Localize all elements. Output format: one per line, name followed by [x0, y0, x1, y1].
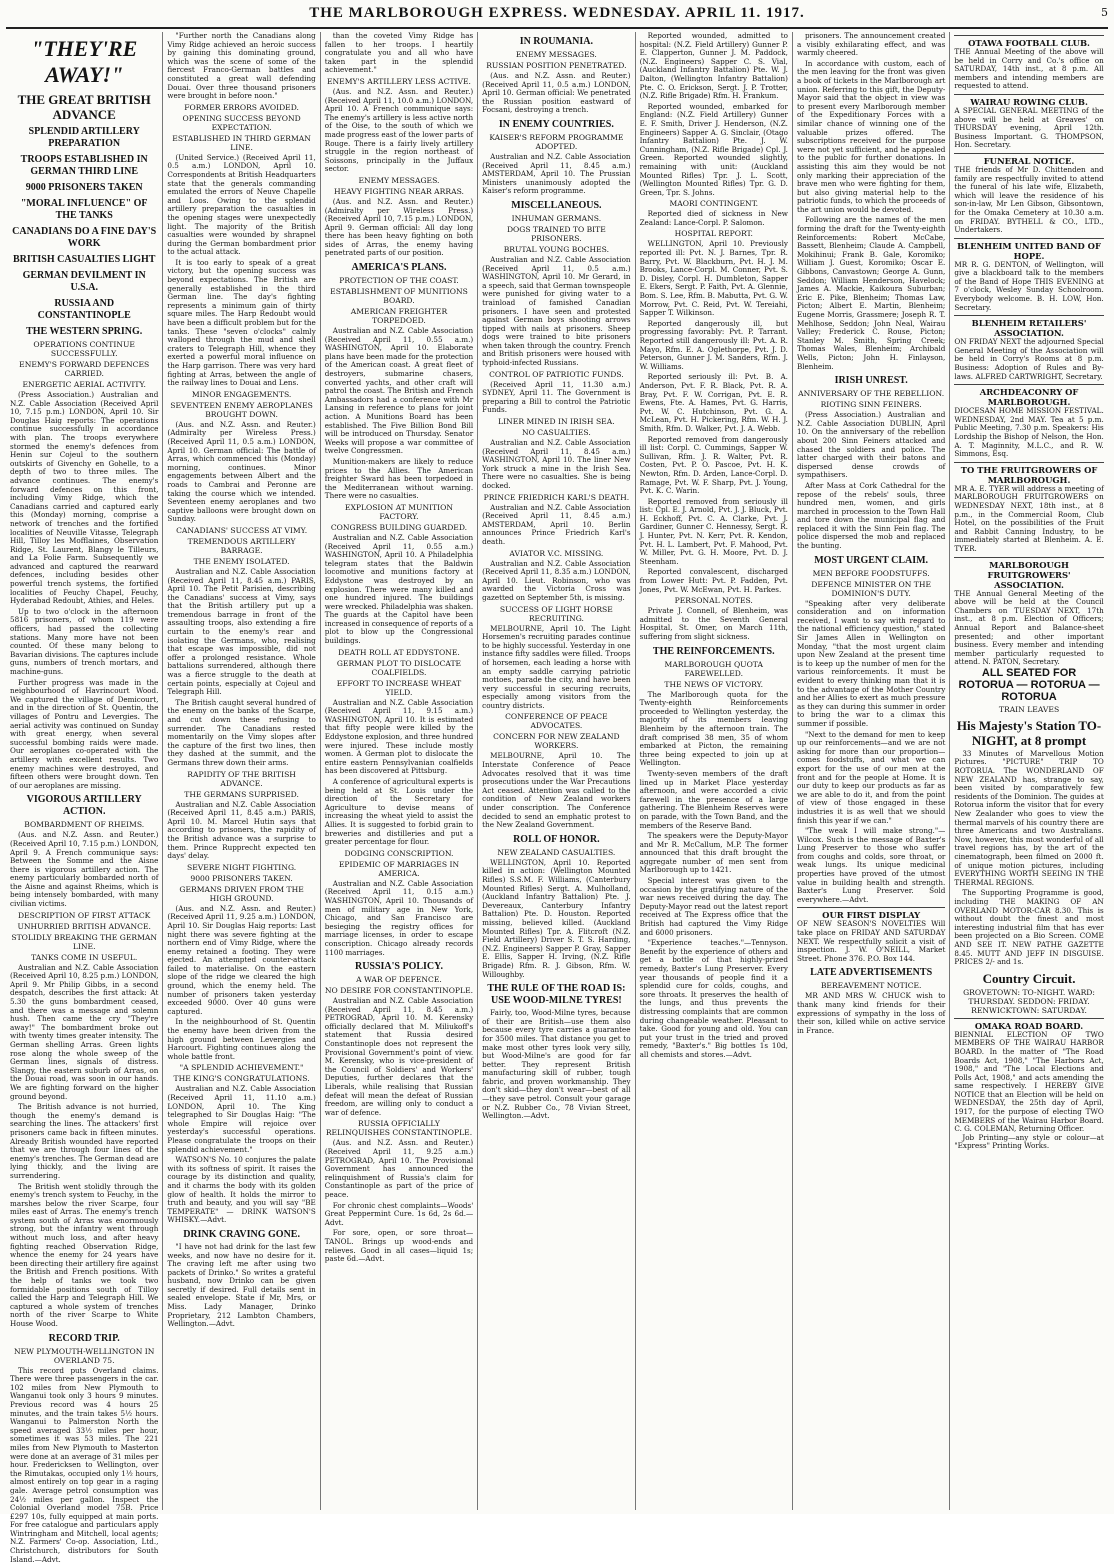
article-paragraph [167, 259, 315, 388]
subheading: KAISER'S REFORM PROGRAMME ADOPTED. [489, 132, 624, 151]
paragraph-text: Australian and N.Z. Cable Association (Received April 11, 0.55 a.m.) WASHINGTON, April 10. Elaborate plans have been made for the protection of the American coast. A great fleet of destroyers, submarine chasers, converted yachts, and other craft will patrol the coast. The British and French Ambassadors had a conference with Mr Lansing in reference to plans for joint action. A Munitions Board has been established. The Five Billion Bond Bill will be introduced on Thursday. Senator Weeks will propose a war committee of twelve Congressmen. [324, 326, 474, 456]
headline: MOST URGENT CLAIM. [814, 554, 929, 566]
subheading: ANNIVERSARY OF THE REBELLION. [798, 389, 945, 399]
advertisement [954, 35, 1103, 91]
headline: TROOPS ESTABLISHED IN GERMAN THIRD LINE [20, 154, 148, 177]
subheading: FORMER ERRORS AVOIDED. [184, 102, 299, 112]
subheading: OPERATIONS CONTINUE SUCCESSFULLY. [33, 340, 135, 358]
paragraph-text: For chronic chest complaints—Woods' Great Peppermint Cure. 1s 6d, 2s 6d.—Advt. [324, 1200, 474, 1227]
article-paragraph [10, 964, 158, 1102]
article-paragraph [797, 731, 945, 826]
article-paragraph [482, 72, 630, 115]
article-paragraph [482, 504, 630, 547]
advertisement-title: OUR FIRST DISPLAY [822, 910, 921, 921]
article-paragraph [640, 607, 788, 641]
article-paragraph [325, 32, 473, 75]
subheading: GERMAN PLOT TO DISLOCATE COALFIELDS. [336, 658, 462, 677]
subheading: RAPIDITY OF THE BRITISH ADVANCE. [187, 769, 296, 788]
paragraph-text: Reported dangerously ill, but progressing favorably: Pvt. P. Tarrant. Reported still dangerously ill: Pvt. A. R. Mayo, Rfm. E. A. Oglethorpe, Pvt. J. D. Peterson, Gunner J. M. Sanders, Rfm. J. W. Williams. [639, 318, 788, 371]
article-paragraph [10, 679, 158, 791]
subheading: BOMBARDMENT OF RHEIMS. [24, 820, 145, 830]
article-paragraph [954, 1134, 1103, 1151]
subheading: HEAVY FIGHTING NEAR ARRAS. [334, 186, 464, 196]
subheading: A WAR OF DEFENCE. [356, 975, 442, 985]
paragraph-text: This record puts Overland claims. There were three passengers in the car. 102 miles from New Plymouth to Wanganui took only 3 hours 9 minutes. Previous record was 4 hours 25 minutes, and the train takes 5½ hours. Wanganui to Palmerston North the speed averaged 33½ miles per hour, sometimes it was 53 miles. The 221 miles from New Plymouth to Masterton were done at an average of 31 miles per hour. Fredericksen to Wellington, over the Rimutakas, occupied only 1½ hours, almost entirely on top gear in a raging gale. Average petrol consumption was 24½ miles per gallon. Inspect the Colonial Overland model 75B. Price £297 10s, fully equipped at main ports. For free catalogue and particulars apply Wintringham and Mitchell, local agents; N.Z. Farmers' Co-op. Association, Ltd., Christchurch, distributors for South Island.—Advt. [10, 1365, 159, 1564]
article-paragraph [797, 482, 945, 551]
subheading: ENEMY MESSAGES. [358, 175, 440, 185]
subheading: RIOTING SINN FEINERS. [820, 400, 922, 410]
paragraph-text: Reported died of sickness in New Zealand: Lance-Corpl. P. Salomon. [639, 209, 788, 227]
advertisement-title: OTAWA FOOTBALL CLUB. [968, 38, 1090, 48]
subheading: NEW PLYMOUTH-WELLINGTON IN OVERLAND 75. [13, 1346, 155, 1365]
article-paragraph [482, 752, 630, 829]
paragraph-text: Reported wounded, embarked for England: (N.Z. Field Artillery) Gunner E. F. Smith, Driver J. Henderson, (N.Z. Engineers) Sapper A. G. Sinclair, (Otago Infantry Battalion) Pte. J. W. Cunningham, (N.Z. Rifle Brigade) Cpl. J. Green. Reported wounded slightly, remaining with unit: (Auckland Mounted Rifles) Tpr. J. L. Scott, (Wellington Mounted Rifles) Tpr. G. D. Green, Tpr. S. Johns. [639, 101, 788, 197]
headline: CANADIANS DO A FINE DAY'S WORK [12, 226, 157, 249]
article-paragraph [797, 827, 945, 904]
article-paragraph [10, 1183, 158, 1329]
article-paragraph [640, 436, 788, 496]
paragraph-text: "Next to the demand for men to keep up our reinforcements—and we are not asking for more than our proportion—comes foodstuffs, and what we can export for the use of our men at the front and for the people at Home. It is our duty to keep our products as far as we are able to do it, and from the point of view of those engaged in these industries it is as well that we should finish this year if we can." [796, 729, 946, 825]
headline: THE RULE OF THE ROAD IS: USE WOOD-MILNE TYRES! [487, 983, 626, 1007]
paragraph-text: "Speaking after very deliberate consideration and on information received, I want to say with regard to the national efficiency question," stated Sir James Allen in Wellington on Monday, "that the most urgent claim upon New Zealand at the present time is to keep up the number of men for the various reinforcements. It must be evident to every thinking man that it is to the advantage of the Mother Country and her Allies to exert as much pressure as they can during this summer in order to bring the war to a climax this summer if possible. [796, 598, 946, 728]
advertisement [954, 557, 1103, 667]
paragraph-text: After Mass at Cork Cathedral for the repose of the rebels' souls, three hundred men, women, and girls marched in procession to the Town Hall and tore down the municipal flag and replaced it with the Sinn Fein flag. The police dispersed the mob and replaced the bunting. [796, 480, 946, 551]
subheading: ESTABLISHED IN THIRD GERMAN LINE. [172, 133, 311, 152]
headline: "THEY'RE AWAY!" [31, 36, 138, 87]
headline: ROLL OF HONOR. [513, 833, 600, 845]
advertisement [954, 384, 1103, 459]
article-paragraph [10, 608, 158, 677]
subheading: EXPLOSION AT MUNITION FACTORY. [344, 502, 454, 521]
article-paragraph [640, 568, 788, 594]
headline: THE REINFORCEMENTS. [652, 645, 775, 657]
column-7 [950, 32, 1107, 1510]
headline: 9000 PRISONERS TAKEN [25, 182, 143, 193]
advertisement [797, 907, 945, 963]
paragraph-text: MELBOURNE, April 10. The Interstate Conference of Peace Advocates resolved that it was time prosecutions under the War Precautions Act ceased. Attention was called to the condition of New Zealand workers under conscription. The Conference decided to send an emphatic protest to the New Zealand Government. [482, 751, 631, 830]
article-paragraph [325, 327, 473, 456]
advertisement-body: OF NEW SEASON'S NOVELTIES Will take place on FRIDAY AND SATURDAY NEXT. We respectfully solicit a visit of inspection. J. W. O'NEILL, Market Street. Phone 376. P.O. Box 144. [796, 919, 946, 963]
advertisement-title: OMAKA ROAD BOARD. [974, 1020, 1084, 1031]
paragraph-text: (Press Association.) Australian and N.Z. Cable Association DUBLIN, April 10. On the anniversary of the rebellion about 200 Sinn Feiners attacked and chased the soldiers and police. The latter charged with their batons and dispersed dense crowds of sympathisers. [796, 410, 946, 480]
subheading: GERMANS DRIVEN FROM THE HIGH GROUND. [179, 884, 304, 903]
advertisement-title: MARLBOROUGH FRUITGROWERS' ASSOCIATION. [987, 559, 1071, 590]
article-paragraph [325, 198, 473, 258]
headline: THE WESTERN SPRING. [26, 326, 143, 337]
article-paragraph [482, 625, 630, 711]
page-number: 5 [1101, 6, 1108, 19]
article-paragraph [797, 992, 945, 1035]
advertisement-body: ON FRIDAY NEXT the adjourned Special General Meeting of the Association will be held in Corry's Rooms at 8 p.m. Business: Adoption of Rules and By-laws. ALFRED CARTWRIGHT, Secretary. [954, 337, 1104, 381]
display-advertisement: ALL SEATED FOR ROTORUA — ROTORUA — ROTORUA [958, 666, 1100, 703]
paragraph-text: (Aus. and N.Z. Assn. and Reuter.) (Received April 11, 10.0 a.m.) LONDON, April 10. A French communique says: The enemy's artillery is less active north of the Oise, to the south of which we made progress east of the lower parts of Rouge. There is a fairly lively artillery struggle in the region northeast of Soissons, principally in the Juffaux sector. [324, 86, 474, 174]
subheading: 9000 PRISONERS TAKEN. [190, 873, 293, 883]
headline: His Majesty's Station TO-NIGHT, at 8 prompt [956, 717, 1102, 748]
article-paragraph [325, 1139, 473, 1199]
subheading: ESTABLISHMENT OF MUNITIONS BOARD. [330, 287, 468, 306]
masthead-rule [6, 27, 1108, 29]
paragraph-text: The British advance is not hurried, though the enemy's demand is searching the lines. The attackers' first prisoners came back in fifteen minutes. Already British wounded have reported that we are through four lines of the enemy's trenches. The German dead are lying thickly, and the living are surrendering. [10, 1102, 159, 1180]
headline: MISCELLANEOUS. [511, 199, 602, 211]
article-paragraph [482, 439, 630, 491]
advertisement-title: FUNERAL NOTICE. [983, 155, 1075, 166]
headline: BRITISH CASUALTIES LIGHT [12, 254, 156, 265]
subheading: ENEMY'S FORWARD DEFENCES CARRIED. [19, 360, 150, 378]
subheading: DESCRIPTION OF FIRST ATTACK [18, 910, 151, 920]
paragraph-text: It is too early to speak of a great victory, but the opening success was beyond expectations. The British are generally established in the third German line. The day's fighting represents a minimum gain of thirty square miles. The Harp Redoubt would have been a difficult problem but for the tanks. These "seven o'clocks" calmly walloped through the mud and shell craters to Telegraph Hill, whence they exerted a powerful moral influence on the Harp garrison. There was very hard fighting at Arras, between the angle of the railway lines to Douai and Lens. [167, 257, 316, 388]
subheading: TRAIN LEAVES [998, 704, 1060, 714]
subheading: DEATH ROLL AT EDDYSTONE. [338, 647, 460, 657]
advertisement [954, 94, 1103, 150]
advertisement [954, 153, 1103, 235]
article-paragraph [167, 801, 315, 861]
paragraph-text: In accordance with custom, each of the men leaving for the front was given a book of tickets in the Marlborough art union. Referring to this gift, the Deputy-Mayor said that the object in view was to present every Marlborough member of the Expeditionary Forces with a similar chance of winning one of the valuable prizes offered. The subscriptions received for the purpose were not yet sufficient, and he appealed to the public for further donations. In assisting this aim they would be not only marking their appreciation of the brave men who were fighting for them, but also giving material help to the patriotic funds, to which the proceeds of the art union would be devoted. [796, 58, 946, 214]
column-2 [163, 32, 320, 1510]
paragraph-text: Australian and N.Z. Cable Association (Received April 11, 0.15 a.m.) WASHINGTON, April 10. Thousands of men of military age in New York, Chicago, and San Francisco are besieging the registry offices for marriage licenses, in order to escape conscription. Chicago already records 1100 marriages. [324, 878, 474, 957]
article-paragraph [482, 1009, 630, 1121]
paragraph-text: "I have not had drink for the last few weeks, and now have no desire for it. The craving left me after using two packets of Drinko." So writes a grateful husband, now Drinko can be given secretly if desired. Full details sent in sealed envelope. State if Mr, Mrs, or Miss. Lady Manager, Drinko Proprietary, 212 Lambton Chambers, Wellington.—Advt. [167, 1241, 316, 1329]
paragraph-text: "The weak I will make strong."—Wilcox. Such is the message of Baxter's Lung Preserver to those who suffer from coughs and colds, sore throat, or weak lungs. Its unique medicinal properties have proved of the utmost value in building health and strength. Baxter's Lung Preserver. Sold everywhere.—Advt. [796, 826, 946, 904]
advertisement-body: BIENNIAL ELECTION OF TWO MEMBERS OF THE WAIRAU HARBOR BOARD. In the matter of "The Road Boards Act, 1908," "The Harbors Act, 1908," and "The Local Elections and Polls Act, 1908," and acts amending the same respectively. I HEREBY GIVE NOTICE that an Election will be held on WEDNESDAY, the 25th day of April, 1917, for the purpose of electing TWO MEMBERS of the Wairau Harbor Board. C. G. COLEMAN, Returning Officer. [954, 1029, 1104, 1134]
paragraph-text: Following are the names of the men forming the draft for the Twenty-eighth Reinforcements: Robert McCabe, Bassett, Blenheim; Claude A. Campbell, Mokihinui; Frank B. Gale, Koromiko; William J. Guest, Koromiko; Oscar E. Gibbons, Canvastown; George A. Gunn, Seddon; William Henderson, Havelock; James A. Mackie, Kaikoura Suburban; Eric E. Pike, Blenheim; Thomas Law, Picton; Albert E. Martin, Blenheim; Eugene Morris, Grassmere; Joseph R. T. Mehlhose, Seddon; John Neal, Wairau Valley; Frederick C. Rouse, Picton; Stanley M. Smith, Spring Creek; Thomas Wales, Blenheim; Archibald Wells, Picton; John H. Finlayson, Blenheim. [796, 215, 946, 371]
masthead [0, 0, 1114, 26]
article-paragraph [640, 498, 788, 567]
paragraph-text: Reported wounded, admitted to hospital: (N.Z. Field Artillery) Gunner P. E. Clapperton, Gunner J. M. Paddock, (N.Z. Engineers) Sapper C. S. Vial, (Auckland Infantry Battalion) Pte. W. J. Dalton, (Wellington Infantry Battalion) Pte. C. O. Erickson, Sergt. J. P. Trotter, (N.Z. Rifle Brigade) Rfm. H. Frankum. [639, 31, 788, 101]
advertisement-body: THE Annual Meeting of the above will be held in Corry and Co.'s office on SATURDAY, 14th inst., at 8 p.m. All members and intending members are requested to attend. [954, 47, 1104, 91]
paragraph-text: Twenty-seven members of the draft lined up in Market Place yesterday afternoon, and were accorded a civic farewell in the presence of a large gathering. The Blenheim Reserves were on parade, with the Town Band, and the members of the Reserve Band. [639, 768, 788, 830]
subheading: PERSONAL NOTES. [674, 596, 753, 606]
article-paragraph [325, 88, 473, 174]
headline: SPLENDID ARTILLERY PREPARATION [28, 126, 140, 149]
paragraph-text: Australian and N.Z. Cable Association (Received April 11, 8.45 a.m.) WASHINGTON, April 10. The liner New York struck a mine in the Irish Sea. There were no casualties. She is being docked. [482, 438, 631, 490]
advertisement [954, 238, 1103, 313]
article-paragraph [640, 210, 788, 227]
article-paragraph [482, 256, 630, 368]
paragraph-text: (Received April 11, 11.30 a.m.) SYDNEY, April 11. The Government is preparing a Bill to control the Patriotic Funds. [482, 379, 631, 415]
subheading: NEW ZEALAND CASUALTIES. [497, 847, 616, 857]
subheading: CANADIANS' SUCCESS AT VIMY. [176, 525, 308, 535]
paragraph-text: Further progress was made in the neighbourhood of Havrincourt Wood. We captured the village of Demicourt, and in the direction of St. Quentin, the villages of Pontru and Levergies. The aerial activity was continued on Sunday with great energy, when several successful bombing raids were made. Our aeroplanes co-operated with the artillery with excellent results. Two enemy machines were destroyed, and fifteen others were brought down. Ten of our aeroplanes are missing. [10, 677, 159, 790]
paragraph-text: For sore, open, or sore throat—TANOL. Brings up wood-ends and relieves. Good in all cases—liquid 1s; paste 6d.—Advt. [324, 1228, 474, 1264]
article-paragraph [325, 1229, 473, 1263]
article-paragraph [482, 381, 630, 415]
subheading: THE GERMANS SURPRISED. [184, 789, 299, 799]
article-paragraph [640, 877, 788, 937]
article-paragraph [10, 391, 158, 606]
paragraph-text: Reported removed from seriously ill list: Cpl. E. J. Arnold, Pvt. J. J. Bluck, Pvt. H. Eckhoff, Pvt. C. A. Clarke, Pvt. J. Gardiner, Gunner C. Hennessy, Sergt. R. J. Hunter, Pvt. N. Kerr, Pvt. R. Kendon, Pvt. H. L. Lambert, Pvt. F. Mahood, Pvt. W. Miller, Pvt. G. H. Moore, Pvt. D. J. Steenham. [639, 496, 788, 566]
headline: IRISH UNREST. [834, 375, 908, 387]
paragraph-text: In the neighbourhood of St. Quentin the enemy have been driven from the high ground between Levergies and Harcourt. Fighting continues along the whole battle front. [167, 1017, 316, 1061]
article-paragraph [167, 1156, 315, 1225]
advertisement-body: MR R. G. DENTON, of Wellington, will give a blackboard talk to the members of the Band of Hope THIS EVENING at 7 o'clock, Wesley Sunday Schoolroom. Everybody welcome. B. H. LOW, Hon. Secretary. [954, 259, 1104, 312]
paragraph-text: Australian and N.Z. Cable Association (Received April 11, 8.45 a.m.) AMSTERDAM, April 10. The Prussian Ministers unanimously adopted the Kaiser's reform programme. [482, 151, 631, 196]
subheading: TREMENDOUS ARTILLERY BARRAGE. [187, 536, 296, 555]
paragraph-text: Australian and N.Z. Cable Association (Received April 11, 8.35 a.m.) LONDON, April 10. Lieut. Robinson, who was awarded the Victoria Cross was gazetted on September 5th, is missing. [482, 558, 631, 602]
headline: IN ENEMY COUNTRIES. [498, 118, 614, 130]
paragraph-text: Australian and N.Z. Cable Association (Received April 11, 11.10 a.m.) LONDON, April 10. The King telegraphed to Sir Douglas Haig: "The whole Empire will rejoice over yesterday's successful operations. Please congratulate the troops on their splendid achievement." [167, 1084, 316, 1154]
article-paragraph [10, 831, 158, 908]
paragraph-text: Australian and N.Z. Cable Association (Received April 11, 8.45 a.m.) PETROGRAD, April 10. M. Kerensky officially declared that M. Miliukoff's statement that Russia desired Constantinople does not represent the Provisional Government's point of view. M. Kerensky, who is vice-president of the Council of Soldiers' and Workers' Deputies, further declares that the Liberals, while realising that Russian defeat will mean the defeat of Russian freedom, are willing only to conduct a war of defence. [324, 996, 474, 1117]
article-paragraph [640, 103, 788, 198]
subheading: NO CASUALTIES. [521, 428, 591, 438]
paragraph-text: Reported seriously ill: Pvt. B. A. Anderson, Pvt. F. R. Black, Pvt. R. A. Bray, Pvt. F. W. Corrigan, Pvt. E. R. Ewens, Fte. A. Hames, Pvt. G. Harris, Pvt. W. C. Hutchinson, Pvt. G. A. McLean, Pvt. H. Pickering, Rfm. W. H. J. Smith, Rfm. D. Walker, Pvt. J. A. Webb. [639, 372, 788, 433]
advertisement-title: TO THE FRUITGROWERS OF MARLBOROUGH. [960, 464, 1098, 485]
headline: VIGOROUS ARTILLERY ACTION. [26, 794, 142, 818]
paragraph-text: (Aus. and N.Z. Assn. and Reuter.) (Received April 10, 7.15 p.m.) LONDON, April 9. A French communique says: Between the Somme and the Aisne there is vigorous artillery action. The enemy particularly bombarded north of the Aisne and against Rheims, which is being intensely bombarded, with many civilian victims. [10, 830, 159, 909]
article-paragraph [640, 691, 788, 768]
paragraph-text: MELBOURNE, April 10. The Light Horsemen's recruiting parades continue to be highly successful. Yesterday in one instance fifty saddles were filled. Troops of horsemen, each leading a horse with an empty saddle carrying patriotic mottoes, parade the city, and have been very successful in securing recruits, especially among visitors from the country districts. [482, 623, 631, 710]
article-paragraph [482, 859, 630, 979]
subheading: THE NEWS OF VICTORY. [664, 679, 764, 689]
article-paragraph [325, 1202, 473, 1228]
subheading: CONTROL OF PATRIOTIC FUNDS. [489, 369, 624, 379]
article-paragraph [325, 778, 473, 847]
subheading: THE ENEMY ISOLATED. [193, 556, 290, 566]
paragraph-text: A conference of agricultural experts is being held at St. Louis under the direction of the Secretary for Agriculture to devise means of increasing the wheat yield to assist the Allies. It is suggested to forbid grain to breweries and distilleries and put a greater percentage for flour. [324, 777, 474, 847]
paragraph-text: (Aus. and N.Z. Assn. and Reuter.) (Received April 11, 9.25 a.m.) PETROGRAD, April 10. The Provisional Government has announced the relinquishment of Russia's claim for Constantinople as part of the price of peace. [324, 1138, 474, 1199]
article-paragraph [797, 600, 945, 729]
article-paragraph [167, 568, 315, 697]
subheading: LINER MINED IN IRISH SEA. [498, 417, 615, 427]
headline: IN ROUMANIA. [519, 36, 594, 47]
headline: GERMAN DEVILMENT IN U.S.A. [22, 270, 146, 293]
article-paragraph [797, 216, 945, 371]
paragraph-text: prisoners. The announcement created a visibly exhilarating effect, and was warmly cheered. [796, 31, 946, 58]
paragraph-text: MR AND MRS W. CHUCK wish to thank many kind friends for their expressions of sympathy in the loss of their son, killed while on active service in France. [796, 991, 946, 1035]
article-paragraph [797, 411, 945, 480]
article-paragraph [10, 1367, 158, 1564]
headline: "MORAL INFLUENCE" OF THE TANKS [20, 198, 148, 221]
paragraph-text: WELLINGTON, April 10. Reported killed in action: (Wellington Mounted Rifles) S.S.M. F. Williams, (Canterbury Mounted Rifles) Sergt. A. Mulholland, (Auckland Infantry Battalion) Pte. J. Devereaux, Canterbury Infantry Battalion) Pte. D. Houston. Reported missing, believed killed. (Auckland Mounted Rifles) Tpr. A. Flitcroft (N.Z. Field Artillery) Driver S. T. S. Harding, (N.Z. Engineers) Sapper P. Gray, Sapper E. Ellis, Sapper H. Irving, (N.Z. Rifle Brigade) Rfm. R. J. Gibson, Rfm. W. Willoughby. [482, 857, 631, 979]
paragraph-text: Private J. Connell, of Blenheim, was admitted to the Seventh General Hospital, St. Omer, on March 11th, suffering from slight sickness. [639, 606, 788, 641]
article-paragraph [954, 750, 1103, 888]
paragraph-text: Australian and N.Z. Cable Association (Received April 11, 0.5 a.m.) WASHINGTON, April 10. Mr Gerard, in a speech, said that German townspeople were punished for giving water to a trainload of famished Canadian prisoners. I have seen and protested against German boys shooting arrows tipped with nails at prisoners. Sheep dogs were trained to bite prisoners when taken through the country. French and British prisoners were housed with typhoid-infected Russians. [482, 254, 631, 368]
article-paragraph [10, 1103, 158, 1180]
article-paragraph [325, 997, 473, 1117]
article-paragraph [640, 320, 788, 372]
subheading: DEFENCE MINISTER ON THE DOMINION'S DUTY. [811, 579, 932, 598]
headline: RUSSIA AND CONSTANTINOPLE [37, 298, 131, 321]
advertisement-body: MR A. E. TYER will address a meeting of MARLBOROUGH FRUITGROWERS on WEDNESDAY NEXT, 18th inst., at 8 p.m., in the Commercial Room, Club Hotel, on the possibilities of the Fruit and Rabbit Canning Industry, to be immediately started at Blenheim. A. E. TYER. [954, 483, 1104, 553]
subheading: OPENING SUCCESS BEYOND EXPECTATION. [182, 113, 301, 132]
article-paragraph [954, 889, 1103, 966]
paragraph-text: "Experience teaches."—Tennyson. Benefit by the experience of others and get a bottle of that highly-prized remedy, Baxter's Lung Preserver. Every year thousands of people find it a splendid cure for colds, coughs, and sore throats. It preserves the health of the lungs, and thus prevents the distressing complaints that are common during changeable weather. Pleasant to take. Good for young and old. You can put your trust in the tried and proved remedy, "Baxter's." Big bottles 1s 10d, all chemists and stores.—Advt. [639, 938, 788, 1059]
subheading: SEVERE NIGHT FIGHTING. [187, 862, 297, 872]
subheading: CONFERENCE OF PEACE ADVOCATES. [505, 712, 608, 731]
paragraph-text: WATSON'S No. 10 conjures the palate with its softness of spirit. It raises the courage by its distinction and quality, and it charms the body with its golden glow of health. It holds the mirror to truth and beauty, and you will say "BE TEMPERATE" — DRINK WATSON'S WHISKY.—Advt. [167, 1155, 316, 1225]
advertisement-body: DIOCESAN HOME MISSION FESTIVAL. WEDNESDAY, 2nd MAY. Tea at 5 p.m. Public Meeting, 7.30 p.m. Speakers: His Lordship the Bishop of Nelson, the Hon. A. T. Maginnity, M.L.C., and R. W. Simmons, Esq. [954, 406, 1104, 459]
advertisement-body: THE friends of Mr D. Chittenden and family are respectfully invited to attend the funeral of his late wife, Elizabeth, which will leave the residence of his son-in-law, Mr Len Gibson, Gibsontown, for the Omaka Cemetery at 10.30 a.m. on FRIDAY. BYTHELL & CO., LTD., Undertakers. [954, 164, 1104, 235]
article-paragraph [640, 32, 788, 101]
subheading: BRUTAL YOUNG BOCHES. [503, 244, 610, 254]
paragraph-text: "Further north the Canadians along Vimy Ridge achieved an heroic success by gaining this dominating ground, which was the scene of some of the fiercest Franco-German battles and constituted a great wall defending Douai. Over three thousand prisoners were brought in before noon." [167, 31, 316, 101]
subheading: ENEMY MESSAGES. [515, 50, 597, 59]
headline: DRINK CRAVING GONE. [183, 1228, 300, 1240]
article-paragraph [167, 905, 315, 1017]
paragraph-text: Up to two o'clock in the afternoon 5816 prisoners, of whom 119 were officers, had passed the collecting stations. Many more have not been counted. Of these many belong to Bavarian divisions. The captures include guns, numbers of trench mortars, and machine-guns. [10, 606, 159, 676]
paragraph-text: (United Service.) (Received April 11, 0.5 a.m.) LONDON, April 10. Correspondents at British Headquarters state that the generals commanding emulated the errors of Neuve Chapelle and Loos. Owing to the splendid artillery preparation the casualties in the opening stages were unexpectedly light. The majority of the British casualties were wounded by shrapnel during the German bombardment prior to the actual attack. [167, 152, 316, 257]
paragraph-text: The British went stolidly through the enemy's trench system to Feuchy, in the marshes below the river Scarpe, four miles east of Arras. The enemy's trench system south of Arras was enormously strong, but the infantry went through without much loss, and after heavy fighting reached Observation Ridge, whence the enemy for 24 years have been directing their artillery fire against the British and French positions. With the help of tanks we took two formidable positions south of Tilloy called the Harp and Telegraph Hill. We captured a whole system of trenches north of the river Scarpe to White House Wood. [10, 1181, 159, 1328]
subheading: PROTECTION OF THE COAST. [339, 276, 459, 286]
subheading: CONGRESS BUILDING GUARDED. [330, 522, 468, 532]
subheading: INHUMAN GERMANS. [511, 213, 602, 223]
subheading: RUSSIAN POSITION PENETRATED. [486, 61, 627, 70]
paragraph-text: The British caught several hundred of the enemy on the banks of the Scarpe, and cut down these refusing to surrender. The Canadians rested momentarily on the Vimy slopes after the capture of the first two lines, then they dashed at the summit, and the Germans threw down their arms. [167, 697, 316, 767]
article-paragraph [167, 421, 315, 524]
subheading: CONCERN FOR NEW ZEALAND WORKERS. [493, 732, 620, 751]
article-paragraph [325, 458, 473, 501]
subheading: AMERICAN FREIGHTER TORPEDOED. [350, 307, 448, 326]
paragraph-text: Fairly, too, Wood-Milne tyres, because of their are British—use them also because every tyre carries a guarantee for 3500 miles. That distance you get to make most other tyres look very silly, but Wood-Milne's are good for far better. They represent British manufacturing skill of rubber, tough fabric, and proven workmanship. They don't skid—they don't wear—best of all—they save petrol. Consult your garage or N.Z. Rubber Co., 78 Vivian Street, Wellington.—Advt. [482, 1008, 631, 1121]
advertisement-title: BLENHEIM RETAILERS' ASSOCIATION. [971, 318, 1087, 339]
subheading: RUSSIA OFFICIALLY RELINQUISHES CONSTANTINOPLE. [325, 1119, 473, 1138]
subheading: AVIATOR V.C. MISSING. [509, 548, 604, 558]
article-paragraph [797, 60, 945, 215]
article-paragraph [640, 240, 788, 317]
article-paragraph [797, 32, 945, 58]
advertisement-title: ARCHDEACONRY OF MARLBOROUGH. [979, 387, 1079, 408]
paragraph-text: Australian and N.Z. Cable Association (Received April 11, 8.45 a.m.) PARIS, April 10. M. Marcel Hutin says that according to prisoners, the rapidity of the British advance was a surprise to them. Prince Rupprecht expected ten days' delay. [167, 799, 316, 861]
paragraph-text: WELLINGTON, April 10. Previously reported ill: Pvt. N. J. Barnes, Tpr. R. Barry, Pvt. W. Blackburn, Pvt. H. J. M. Brooks, Lance-Corpl. M. Conner, Pvt. S. D. Disley, Corpl. H. Dumbleton, Sapper E. Ekers, Sergt. P. Faith, Pvt. A. Glennie, Bom. S. Lee, Rfm. B. Mabutta, Pvt. G. W. Morrow, Pvt. C. Reid, Pvt. W. Tereiahi, Sapper T. Wilkinson. [639, 239, 788, 318]
article-paragraph [325, 880, 473, 957]
advertisement [954, 462, 1103, 554]
subheading: SUCCESS OF LIGHT HORSE RECRUITING. [499, 604, 613, 623]
article-paragraph [640, 939, 788, 1059]
subheading: MINOR ENGAGEMENTS. [191, 389, 292, 399]
paragraph-text: Australian and N.Z. Cable Association (Received April 11, 0.55 a.m.) WASHINGTON, April 10. A Philadelphia telegram states that the Baldwin locomotive and munitions factory at Eddystone was destroyed by an explosion. There were many killed and one hundred injured. The buildings were wrecked. Philadelphia was shaken. The guards at the Capitol have been increased in consequence of reports of a plot to blow up the Congressional buildings. [324, 532, 474, 646]
column-5 [636, 32, 793, 1510]
headline: LATE ADVERTISEMENTS [810, 967, 933, 979]
paragraph-text: (Aus. and N.Z. Assn. and Reuter.) (Received April 11, 0.5 a.m.) LONDON, April 10. German official: We penetrated the Russian position eastward of Focsani, destroying a trench. [482, 71, 631, 115]
paragraph-text: The Supporting Programme is good, including THE MAKING OF AN OVERLAND MOTOR-CAR 8.30. This is without doubt the finest and most interesting industrial film that has ever been projected on a Bio Screen. COME AND SEE IT. NEW PATHE GAZETTE 8.45. MUTT AND JEFF IN DISGUISE. PRICES 2/- and 1s. [954, 888, 1104, 967]
article-paragraph [167, 1085, 315, 1154]
column-4 [478, 32, 635, 1510]
paragraph-text: Special interest was given to the occasion by the gratifying nature of the war news received during the day. The Deputy-Mayor read out the latest report received at The Express office that the British had captured the Vimy Ridge and 6000 prisoners. [639, 876, 788, 937]
subheading: HOSPITAL REPORT. [674, 229, 753, 239]
paragraph-text: (Aus. and N.Z. Assn. and Reuter.) (Admiralty per Wireless Press.) (Received April 11, 0.5 a.m.) LONDON, April 10. German official: The battle of Arras, which commenced this (Monday) morning, continues. Minor engagements between Albert and the roads to Cambrai and Peronne are taking the course which we intended. Seventeen enemy aeroplanes and two captive balloons were brought down on Sunday. [167, 419, 316, 524]
columns [6, 31, 1108, 1564]
advertisement [954, 1018, 1103, 1134]
article-paragraph [482, 153, 630, 196]
subheading: MEN BEFORE FOODSTUFFS. [812, 568, 930, 578]
article-paragraph [167, 32, 315, 101]
subheading: DOGS TRAINED TO BITE PRISONERS. [506, 224, 606, 243]
subheading: MAORI CONTINGENT. [669, 199, 759, 209]
paragraph-text: than the coveted Vimy Ridge has fallen to her troops. I heartily congratulate you and all who have taken part in the splendid achievement." [324, 31, 474, 75]
subheading: NO DESIRE FOR CONSTANTINOPLE. [324, 986, 474, 996]
column-3 [321, 32, 478, 1510]
subheading: BEREAVEMENT NOTICE. [820, 981, 922, 991]
article-paragraph [640, 373, 788, 433]
paragraph-text: Australian and N.Z. Cable Association (Received April 11, 8.45 a.m.) AMSTERDAM, April 10. Berlin announces Prince Friedrich Karl's death. [482, 502, 631, 546]
article-paragraph [325, 699, 473, 776]
paragraph-text: Reported removed from dangerously ill list: Corpl. C. Cummings, Sapper W. Sullivan, Rfm. J. R. Walter, Pvt. R. Costen, Pvt. P. O. Pascoe, Pvt. H. K. Newton, Rfm. D. Arden, Lance-Corpl. D. Ramage, Pvt. W. F. Sharp, Pvt. J. Young, Pvt. K. C. Warin. [639, 434, 788, 496]
headline: RUSSIA'S POLICY. [354, 961, 443, 973]
paragraph-text: 33 Minutes of Marvellous Motion Pictures. "PICTURE" TRIP TO ROTORUA. The WONDERLAND OF NEW ZEALAND has, strange to say, been visited by comparatively few residents of the Dominion. The guides at Rotorua inform the visitor that for every New Zealander who goes to view the thermal marvels of his country there are three Americans and two Australians. Now, however, this most wonderful of all travel regions has, by the art of the cinematograph, been filmed on 2000 ft. of unique motion pictures, including EVERYTHING WORTH SEEING IN THE THERMAL REGIONS. [954, 748, 1104, 887]
advertisement [954, 315, 1103, 381]
article-paragraph [640, 770, 788, 830]
paragraph-text: Munition-makers are likely to reduce prices to the Allies. The American freighter Sward has been torpedoed in the Mediterranean without warning. There were no casualties. [324, 456, 474, 501]
headline: Country Circuit. [982, 970, 1076, 986]
subheading: ENEMY'S ARTILLERY LESS ACTIVE. [326, 76, 471, 86]
subheading: GROVETOWN: TO-NIGHT. WARD: THURSDAY. SEDDON: FRIDAY. RENWICKTOWN: SATURDAY. [963, 987, 1095, 1015]
paragraph-text: Job Printing—any style or colour—at "Express" Printing Works. [954, 1132, 1104, 1151]
paragraph-text: Reported convalescent, discharged from Lower Hutt: Pvt. P. Fadden, Pvt. Jones, Pvt. W. McEwan, Pvt. H. Parkes. [639, 567, 788, 594]
paragraph-text: Australian and N.Z. Cable Association (Received April 11, 8.45 a.m.) PARIS, April 10. The Petit Parisien, describing the Canadians' success at Vimy, says that the British artillery put up a tremendous barrage in front of the assaulting troops, also extending a fire curtain to the enemy's rear and isolating the Germans, who, realising that escape was impossible, did not offer a prolonged resistance. Whole battalions surrendered, although there was a fierce struggle to the death at certain points, especially at Cojeul and Telegraph Hill. [167, 566, 316, 697]
advertisement-body: THE Annual General Meeting of the above will be held at the Council Chambers on TUESDAY NEXT, 17th inst., at 8 p.m. Election of Officers; Annual Report and Balance-sheet presented; and other important business. Every member and intending member particularly requested to attend. N. PATON, Secretary. [954, 588, 1104, 667]
paragraph-text: Australian and N.Z. Cable Association (Received April 11, 9.15 a.m.) WASHINGTON, April 10. It is estimated that fifty people were killed by the Eddystone explosion, and three hundred were injured. These include mostly women. A German plot to dislocate the entire eastern Pennsylvanian coalfields has been discovered at Pittsburg. [324, 697, 474, 776]
subheading: THE KING'S CONGRATULATIONS. [173, 1074, 310, 1084]
subheading: TANKS COME IN USEFUL. [31, 952, 138, 962]
masthead-title: THE MARLBOROUGH EXPRESS. WEDNESDAY. APRIL 11. 1917. [309, 5, 805, 21]
article-paragraph [167, 699, 315, 768]
column-6 [793, 32, 950, 1510]
subheading: "A SPLENDID ACHIEVEMENT." [179, 1063, 304, 1073]
paragraph-text: Australian and N.Z. Cable Association (Received April 10, 8.25 p.m.) LONDON, April 9. Mr Philip Gibbs, in a second despatch, describes the first attack: At 5.30 the guns bombardment ceased, and there was a message and solemn hush. Then came the cry "They're away!" The bombardment broke out with twenty times greater intensity. The German shelling Arras. Green lights rose along the whole sweep of the German lines, signals of distress. Slangy, the eastern suburb of Arras, on the Douai road, was soon in our hands. We are fighting forward on the higher ground beyond. [10, 962, 159, 1101]
subheading: SEVENTEEN ENEMY AEROPLANES BROUGHT DOWN. [170, 400, 313, 419]
headline: AMERICA'S PLANS. [351, 262, 447, 274]
subheading: PRINCE FRIEDRICH KARL'S DEATH. [483, 492, 630, 502]
headline: RECORD TRIP. [48, 1332, 120, 1344]
paragraph-text: (Aus. and N.Z. Assn. and Reuter.) (Admiralty per Wireless Press.) (Received April 10, 7.15 p.m.) LONDON, April 9. German official: All day long there has been heavy fighting on both sides of Arras, the enemy having penetrated parts of our position. [324, 196, 474, 258]
subheading: ENERGETIC AERIAL ACTIVITY. [22, 380, 146, 389]
paragraph-text: (Press Association.) Australian and N.Z. Cable Association (Received April 10, 7.15 p.m.) LONDON, April 10. Sir Douglas Haig reports: The operations continue successfully in accordance with plan. The troops everywhere stormed the enemy's defences from Henin sur Cojeul to the southern outskirts of Givenchy en Gohelle, to a depth of two to three miles. The advance continues. The enemy's forward defences on this front, including Vimy Ridge, which the Canadians carried and captured early this (Monday) morning, comprise a network of trenches and the fortified localities of Neuville Vitasse, Telegraph Hill, Tilloy les Mofflaines, Observation Ridge, St. Laurent, Blangy le Tilleurs, and La Folie Farm. Subsequently we advanced and captured the rearward defences, including besides other powerful trench systems, the fortified localities of Feuchy Chapel, Feuchy, Hyderabad Redoubt, Athies, and Heles. [10, 390, 159, 606]
subheading: EPIDEMIC OF MARRIAGES IN AMERICA. [338, 859, 460, 878]
column-1 [6, 32, 163, 1564]
article-paragraph [167, 1243, 315, 1329]
article-paragraph [640, 832, 788, 875]
article-paragraph [167, 1018, 315, 1061]
article-paragraph [167, 154, 315, 257]
subheading: DODGING CONSCRIPTION. [344, 848, 454, 858]
subheading: EFFORT TO INCREASE WHEAT YIELD. [336, 678, 462, 697]
article-paragraph [482, 560, 630, 603]
article-paragraph [325, 534, 473, 646]
paragraph-text: The Marlborough quota for the Twenty-eighth Reinforcements proceeded to Wellington yesterday, the majority of its members leaving Blenheim by the afternoon train. The draft comprised 38 men, 35 of whom embarked at Picton, the remaining three being expected to join up at Wellington. [639, 689, 788, 768]
headline: THE GREAT BRITISH ADVANCE [17, 92, 151, 122]
advertisement-title: BLENHEIM UNITED BAND OF HOPE. [957, 240, 1101, 261]
subheading: MARLBOROUGH QUOTA FAREWELLED. [664, 659, 763, 678]
advertisement-body: A SPECIAL GENERAL MEETING of the above will be held at Greaves' on THURSDAY evening, April 12th. Business Important. G. THOMPSON, Hon. Secretary. [954, 105, 1104, 150]
paragraph-text: (Aus. and N.Z. Assn. and Reuter.) (Received April 11, 9.25 a.m.) LONDON, April 10. Sir Douglas Haig reports: Last night there was severe fighting at the northern end of Vimy Ridge, where the enemy retained a footing. They were ejected. An attempted counter-attack failed to materialise. On the eastern slope of the ridge we cleared the high ground, which the enemy held. The number of prisoners taken yesterday exceeded 9000. Over 40 guns were captured. [167, 903, 316, 1016]
subheading: UNHURRIED BRITISH ADVANCE. [17, 921, 151, 931]
paragraph-text: The speakers were the Deputy-Mayor and Mr R. McCallum, M.P. The former announced that this draft brought the aggregate number of men sent from Marlborough up to 1421. [639, 831, 788, 875]
subheading: STOLIDLY BREAKING THE GERMAN LINE. [11, 932, 157, 951]
advertisement-title: WAIRAU ROWING CLUB. [970, 96, 1088, 107]
